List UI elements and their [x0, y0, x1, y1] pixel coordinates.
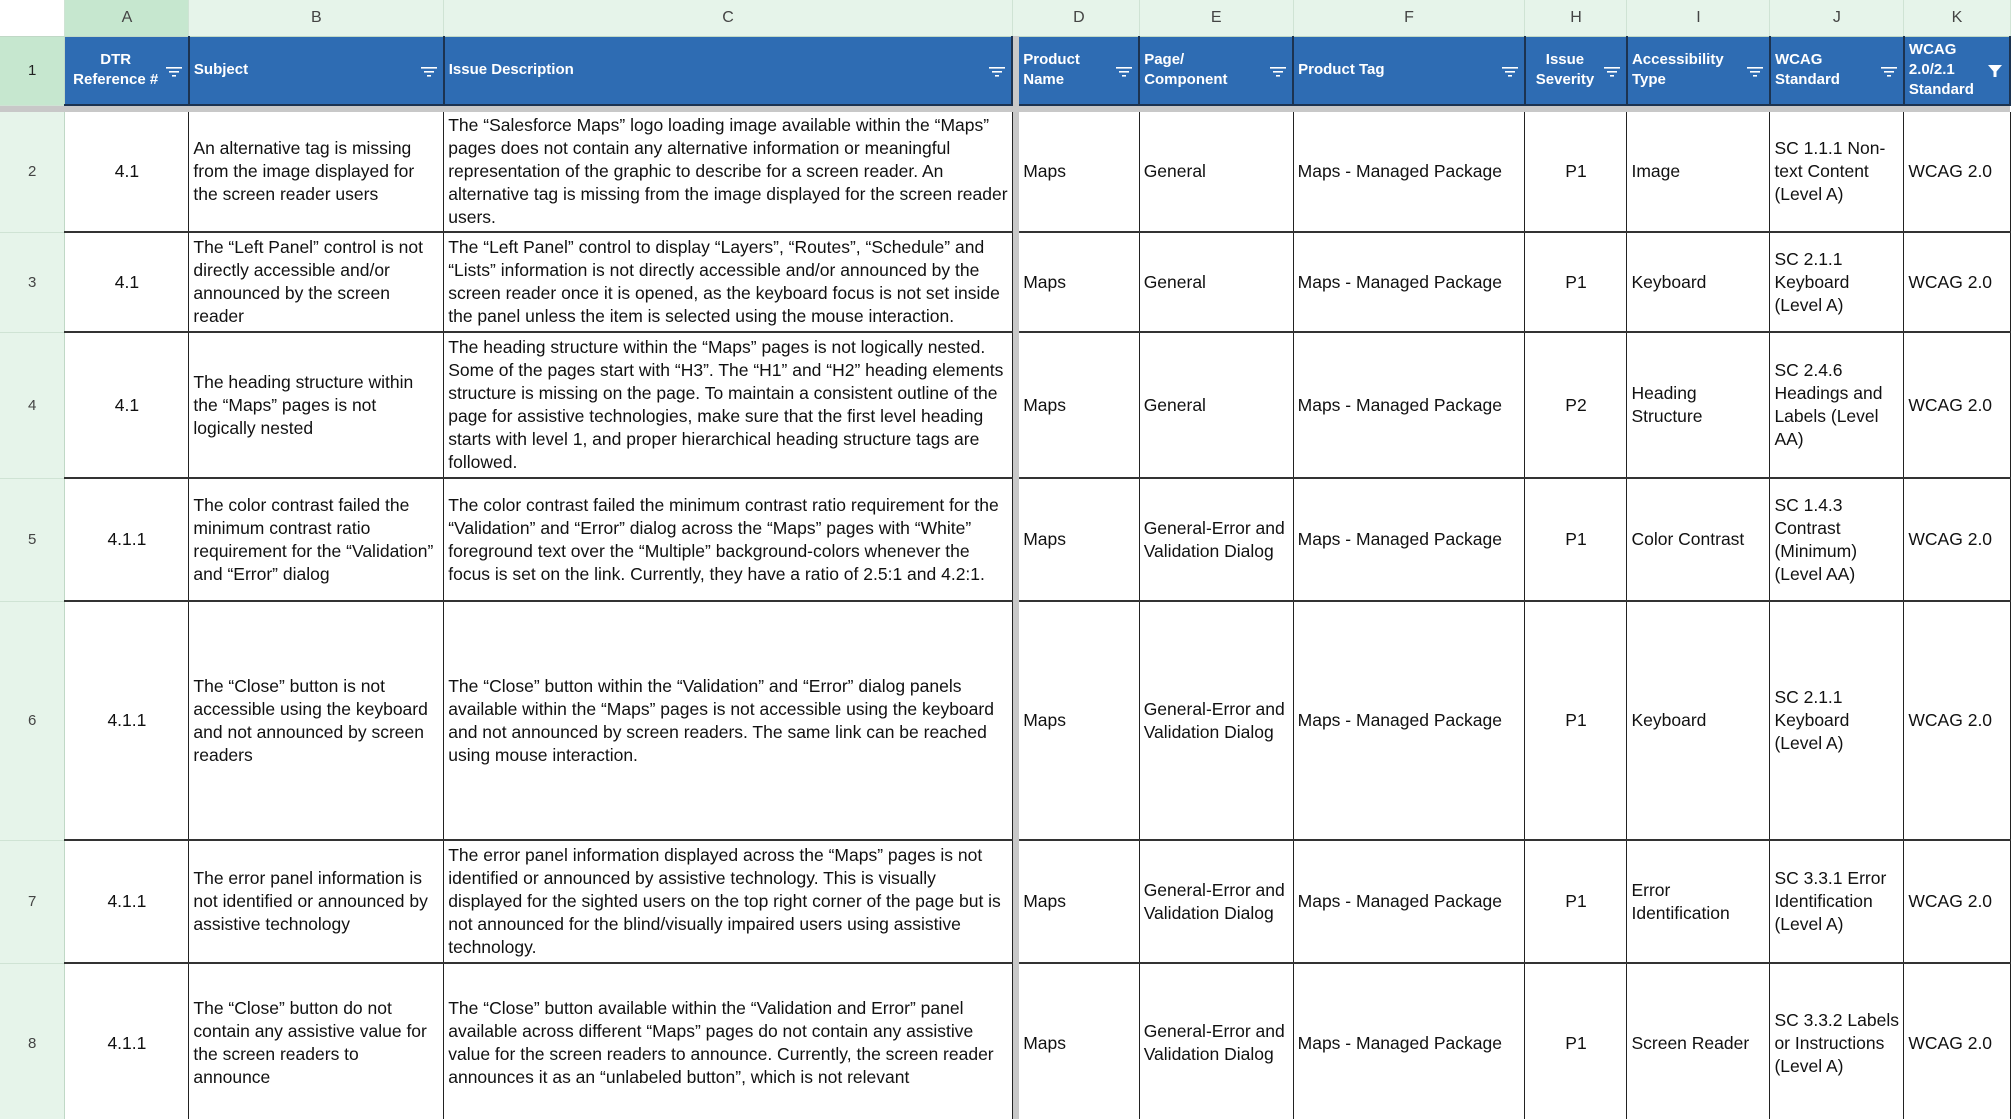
freeze-divider — [1012, 963, 1019, 1119]
cell-e[interactable]: General — [1139, 332, 1293, 478]
filter-icon[interactable] — [1881, 64, 1897, 76]
cell-i[interactable]: Image — [1627, 112, 1770, 232]
cell-k[interactable]: WCAG 2.0 — [1904, 963, 2010, 1119]
cell-k[interactable]: WCAG 2.0 — [1904, 478, 2010, 601]
row-number[interactable]: 5 — [0, 478, 65, 601]
cell-f[interactable]: Maps - Managed Package — [1293, 232, 1525, 332]
column-header-b[interactable]: B — [189, 0, 444, 36]
cell-c[interactable]: The “Left Panel” control to display “Layers”, “Routes”, “Schedule” and “Lists” information is not directly accessible and/or announced by the screen reader once it is opened, as the keyboard focus is not set inside the panel unless the item is selected using the mouse interaction. — [444, 232, 1013, 332]
column-header-f[interactable]: F — [1293, 0, 1525, 36]
row-number[interactable]: 2 — [0, 112, 65, 232]
header-cell[interactable] — [444, 36, 1013, 105]
cell-e[interactable]: General-Error and Validation Dialog — [1139, 963, 1293, 1119]
cell-k[interactable]: WCAG 2.0 — [1904, 332, 2010, 478]
freeze-divider[interactable] — [1627, 105, 1770, 112]
column-header-d[interactable]: D — [1019, 0, 1139, 36]
cell-j[interactable]: SC 2.4.6 Headings and Labels (Level AA) — [1770, 332, 1904, 478]
cell-c[interactable]: The color contrast failed the minimum contrast ratio requirement for the “Validation” and “Error” dialog across the “Maps” pages with “White” foreground text over the “Multiple” background-colors whenever the focus is set on the link. Currently, they have a ratio of 2.5:1 and 4.2:1. — [444, 478, 1013, 601]
freeze-divider — [1012, 232, 1019, 332]
row-number[interactable]: 6 — [0, 601, 65, 840]
header-label: Product Tag — [1298, 61, 1385, 79]
cell-h[interactable]: P1 — [1525, 232, 1627, 332]
column-header-j[interactable]: J — [1770, 0, 1904, 36]
cell-h[interactable]: P2 — [1525, 332, 1627, 478]
cell-c[interactable]: The “Close” button within the “Validation” and “Error” dialog panels available within the “Maps” pages is not accessible using the keyboard and not announced by screen readers. The same link can be reached using mouse interaction. — [444, 601, 1013, 840]
table-row — [0, 840, 2010, 963]
freeze-divider[interactable] — [1770, 105, 1904, 112]
filter-icon[interactable] — [1747, 64, 1763, 76]
freeze-divider[interactable] — [1293, 105, 1525, 112]
header-cell[interactable] — [1904, 36, 2010, 105]
cell-a[interactable]: 4.1.1 — [65, 601, 189, 840]
freeze-divider[interactable] — [1139, 105, 1293, 112]
table-row — [0, 478, 2010, 601]
cell-i[interactable]: Heading Structure — [1627, 332, 1770, 478]
cell-h[interactable]: P1 — [1525, 478, 1627, 601]
column-header-k[interactable]: K — [1904, 0, 2010, 36]
freeze-divider[interactable] — [444, 105, 1013, 112]
freeze-divider[interactable] — [65, 105, 189, 112]
cell-d[interactable]: Maps — [1019, 840, 1139, 963]
filter-icon[interactable] — [1502, 64, 1518, 76]
cell-a[interactable]: 4.1.1 — [65, 840, 189, 963]
column-header-c[interactable]: C — [444, 0, 1013, 36]
header-cell[interactable] — [1139, 36, 1293, 105]
row-number[interactable]: 1 — [0, 36, 65, 105]
cell-f[interactable]: Maps - Managed Package — [1293, 332, 1525, 478]
table-row — [0, 963, 2010, 1119]
cell-j[interactable]: SC 3.3.1 Error Identification (Level A) — [1770, 840, 1904, 963]
column-header-e[interactable]: E — [1139, 0, 1293, 36]
cell-f[interactable]: Maps - Managed Package — [1293, 840, 1525, 963]
cell-a[interactable]: 4.1 — [65, 232, 189, 332]
cell-a[interactable]: 4.1 — [65, 332, 189, 478]
cell-f[interactable]: Maps - Managed Package — [1293, 601, 1525, 840]
freeze-divider[interactable] — [1525, 105, 1627, 112]
cell-d[interactable]: Maps — [1019, 332, 1139, 478]
table-row — [0, 232, 2010, 332]
header-cell[interactable] — [1293, 36, 1525, 105]
cell-c[interactable]: The error panel information displayed across the “Maps” pages is not identified or announced by assistive technology. This is visually displayed for the sighted users on the top right corner of the page but is not announced for the blind/visually impaired users using assistive technology. — [444, 840, 1013, 963]
cell-e[interactable]: General — [1139, 232, 1293, 332]
header-label: Issue Severity — [1535, 51, 1595, 89]
cell-b[interactable]: The color contrast failed the minimum contrast ratio requirement for the “Validation” and “Error” dialog — [189, 478, 444, 601]
freeze-divider[interactable] — [1012, 105, 1019, 112]
cell-i[interactable]: Error Identification — [1627, 840, 1770, 963]
cell-i[interactable]: Keyboard — [1627, 232, 1770, 332]
cell-b[interactable]: An alternative tag is missing from the image displayed for the screen reader users — [189, 112, 444, 232]
header-cell[interactable] — [189, 36, 444, 105]
cell-d[interactable]: Maps — [1019, 601, 1139, 840]
cell-h[interactable]: P1 — [1525, 963, 1627, 1119]
cell-d[interactable]: Maps — [1019, 232, 1139, 332]
cell-a[interactable]: 4.1.1 — [65, 478, 189, 601]
cell-b[interactable]: The “Close” button is not accessible using the keyboard and not announced by screen readers — [189, 601, 444, 840]
cell-d[interactable]: Maps — [1019, 112, 1139, 232]
table-row — [0, 601, 2010, 840]
cell-c[interactable]: The “Close” button available within the “Validation and Error” panel available across different “Maps” pages do not contain any assistive value for the screen readers to announce. Currently, the screen reader announces it as an “unlabeled button”, which is not relevant — [444, 963, 1013, 1119]
cell-k[interactable]: WCAG 2.0 — [1904, 601, 2010, 840]
cell-d[interactable]: Maps — [1019, 478, 1139, 601]
filter-icon[interactable] — [1116, 64, 1132, 76]
header-label: Accessibility Type — [1631, 51, 1724, 89]
freeze-divider — [1012, 332, 1019, 478]
header-cell[interactable] — [1525, 36, 1627, 105]
freeze-divider — [1012, 112, 1019, 232]
header-label: Page/ Component — [1144, 51, 1228, 89]
cell-i[interactable]: Color Contrast — [1627, 478, 1770, 601]
freeze-divider[interactable] — [0, 105, 65, 112]
header-label: WCAG 2.0/2.1 Standard — [1908, 41, 1974, 99]
cell-b[interactable]: The heading structure within the “Maps” pages is not logically nested — [189, 332, 444, 478]
table-row — [0, 112, 2010, 232]
cell-d[interactable]: Maps — [1019, 963, 1139, 1119]
cell-e[interactable]: General-Error and Validation Dialog — [1139, 601, 1293, 840]
freeze-divider[interactable] — [1904, 105, 2010, 112]
table-row — [0, 332, 2010, 478]
cell-j[interactable]: SC 1.1.1 Non-text Content (Level A) — [1770, 112, 1904, 232]
header-cell[interactable] — [65, 36, 189, 105]
header-label: Issue Description — [448, 61, 574, 79]
filter-icon[interactable] — [166, 64, 182, 76]
cell-b[interactable]: The error panel information is not identified or announced by assistive technology — [189, 840, 444, 963]
filter-active-icon[interactable] — [1987, 64, 2003, 76]
cell-j[interactable]: SC 3.3.2 Labels or Instructions (Level A) — [1770, 963, 1904, 1119]
freeze-divider[interactable] — [1019, 105, 1139, 112]
row-number[interactable]: 3 — [0, 232, 65, 332]
filter-icon[interactable] — [421, 64, 437, 76]
filter-icon[interactable] — [1270, 64, 1286, 76]
cell-h[interactable]: P1 — [1525, 840, 1627, 963]
freeze-divider — [1012, 36, 1019, 105]
cell-i[interactable]: Screen Reader — [1627, 963, 1770, 1119]
header-cell[interactable] — [1019, 36, 1139, 105]
cell-c[interactable]: The “Salesforce Maps” logo loading image available within the “Maps” pages does not contain any alternative information or meaningful representation of the graphic to describe for a screen reader. An alternative tag is missing from the image displayed for the screen reader users. — [444, 112, 1013, 232]
cell-f[interactable]: Maps - Managed Package — [1293, 112, 1525, 232]
header-cell[interactable] — [1770, 36, 1904, 105]
freeze-divider — [1012, 478, 1019, 601]
row-number[interactable]: 7 — [0, 840, 65, 963]
freeze-divider — [1012, 840, 1019, 963]
filter-icon[interactable] — [1604, 64, 1620, 76]
cell-a[interactable]: 4.1.1 — [65, 963, 189, 1119]
cell-b[interactable]: The “Close” button do not contain any assistive value for the screen readers to announce — [189, 963, 444, 1119]
row-number[interactable]: 8 — [0, 963, 65, 1119]
cell-i[interactable]: Keyboard — [1627, 601, 1770, 840]
header-label: Product Name — [1023, 51, 1080, 89]
cell-e[interactable]: General-Error and Validation Dialog — [1139, 840, 1293, 963]
column-header-i[interactable]: I — [1627, 0, 1770, 36]
cell-h[interactable]: P1 — [1525, 112, 1627, 232]
cell-j[interactable]: SC 2.1.1 Keyboard (Level A) — [1770, 601, 1904, 840]
cell-h[interactable]: P1 — [1525, 601, 1627, 840]
cell-k[interactable]: WCAG 2.0 — [1904, 232, 2010, 332]
cell-e[interactable]: General — [1139, 112, 1293, 232]
header-label: Subject — [193, 61, 249, 79]
cell-k[interactable]: WCAG 2.0 — [1904, 840, 2010, 963]
cell-f[interactable]: Maps - Managed Package — [1293, 963, 1525, 1119]
cell-c[interactable]: The heading structure within the “Maps” pages is not logically nested. Some of the pages start with “H3”. The “H1” and “H2” heading elements structure is missing on the page. To maintain a consistent outline of the page for assistive technologies, make sure that the first level heading starts with level 1, and proper hierarchical heading structure tags are followed. — [444, 332, 1013, 478]
column-header-a[interactable]: A — [65, 0, 189, 36]
select-all-corner[interactable] — [0, 0, 65, 36]
header-label: DTR Reference # — [73, 51, 159, 89]
cell-k[interactable]: WCAG 2.0 — [1904, 112, 2010, 232]
cell-f[interactable]: Maps - Managed Package — [1293, 478, 1525, 601]
header-label: WCAG Standard — [1774, 51, 1840, 89]
row-number[interactable]: 4 — [0, 332, 65, 478]
header-cell[interactable] — [1627, 36, 1770, 105]
freeze-divider[interactable] — [1012, 0, 1019, 36]
cell-j[interactable]: SC 2.1.1 Keyboard (Level A) — [1770, 232, 1904, 332]
freeze-divider[interactable] — [189, 105, 444, 112]
cell-b[interactable]: The “Left Panel” control is not directly accessible and/or announced by the screen reader — [189, 232, 444, 332]
freeze-divider — [1012, 601, 1019, 840]
column-header-h[interactable]: H — [1525, 0, 1627, 36]
cell-e[interactable]: General-Error and Validation Dialog — [1139, 478, 1293, 601]
cell-j[interactable]: SC 1.4.3 Contrast (Minimum) (Level AA) — [1770, 478, 1904, 601]
cell-a[interactable]: 4.1 — [65, 112, 189, 232]
filter-icon[interactable] — [989, 64, 1005, 76]
